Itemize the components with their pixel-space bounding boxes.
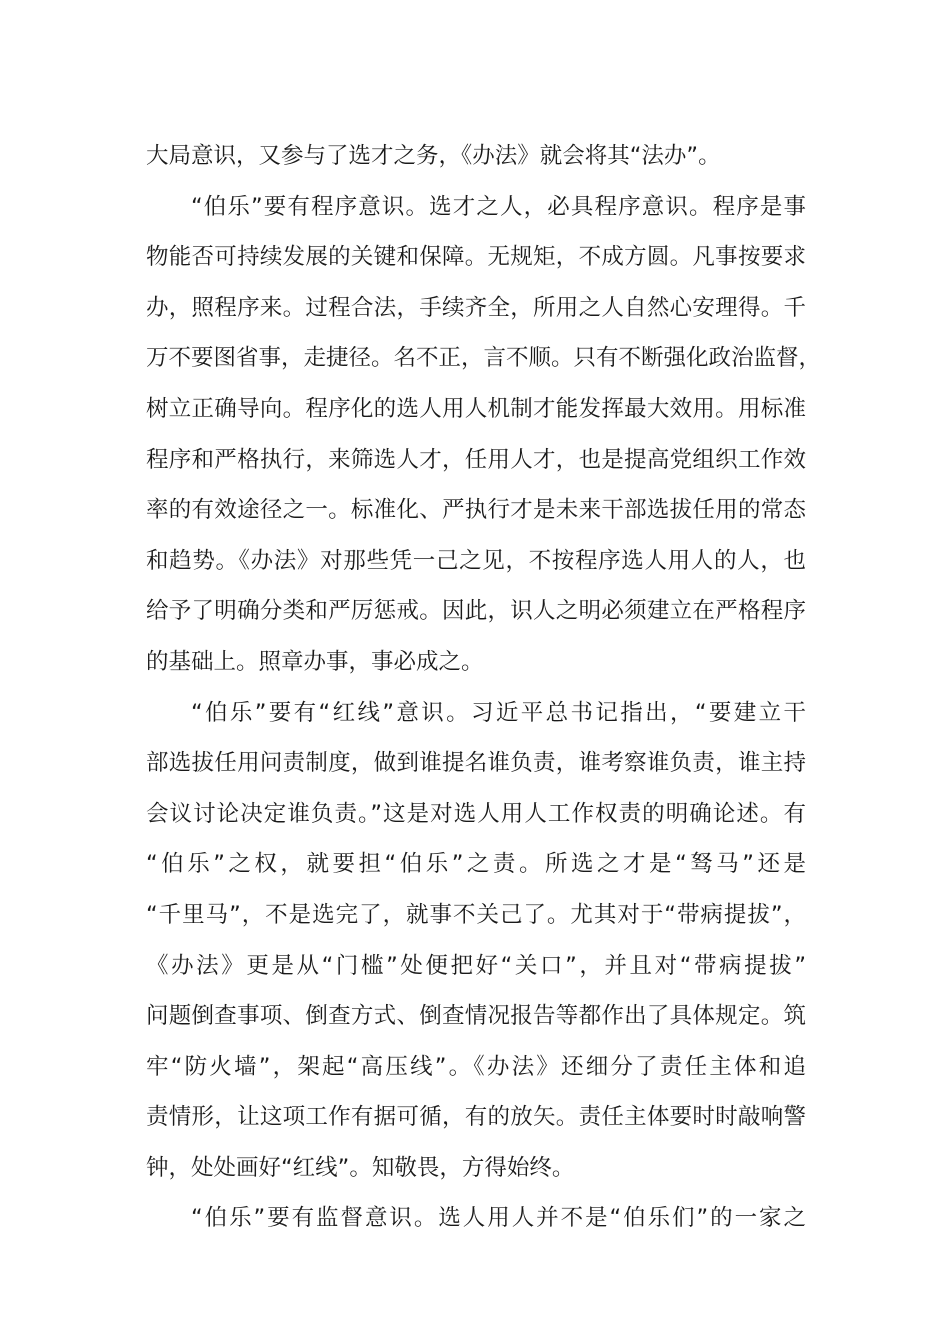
text-line: “伯乐”要有程序意识。选才之人，必具程序意识。程序是事 — [191, 193, 806, 220]
text-line: “伯乐”要有“红线”意识。习近平总书记指出，“要建立干 — [191, 699, 806, 726]
text-line: 问题倒查事项、倒查方式、倒查情况报告等都作出了具体规定。筑 — [146, 1003, 806, 1030]
text-line: 会议讨论决定谁负责。”这是对选人用人工作权责的明确论述。有 — [146, 800, 806, 827]
text-line: 树立正确导向。程序化的选人用人机制才能发挥最大效用。用标准 — [146, 395, 806, 422]
text-line: “伯乐”之权，就要担“伯乐”之责。所选之才是“驽马”还是 — [146, 851, 806, 878]
text-line: 和趋势。《办法》对那些凭一己之见，不按程序选人用人的人，也 — [146, 547, 806, 574]
text-line: 牢“防火墙”，架起“高压线”。《办法》还细分了责任主体和追 — [146, 1053, 806, 1080]
text-line: 责情形，让这项工作有据可循，有的放矢。责任主体要时时敲响警 — [146, 1104, 806, 1131]
text-line: 物能否可持续发展的关键和保障。无规矩，不成方圆。凡事按要求 — [146, 244, 806, 271]
text-line: 万不要图省事，走捷径。名不正，言不顺。只有不断强化政治监督， — [146, 345, 822, 372]
text-line: 钟，处处画好“红线”。知敬畏，方得始终。 — [146, 1154, 575, 1181]
text-line: 的基础上。照章办事，事必成之。 — [146, 648, 484, 675]
text-line: 程序和严格执行，来筛选人才，任用人才，也是提高党组织工作效 — [146, 446, 806, 473]
text-line: “伯乐”要有监督意识。选人用人并不是“伯乐们”的一家之 — [191, 1205, 806, 1232]
text-line: 《办法》更是从“门槛”处便把好“关口”，并且对“带病提拔” — [146, 952, 806, 979]
text-line: “千里马”，不是选完了，就事不关己了。尤其对于“带病提拔”， — [146, 901, 806, 928]
text-line: 办，照程序来。过程合法，手续齐全，所用之人自然心安理得。千 — [146, 294, 806, 321]
body-text — [146, 131, 822, 1244]
text-line: 部选拔任用问责制度，做到谁提名谁负责，谁考察谁负责，谁主持 — [146, 750, 806, 777]
text-line: 大局意识，又参与了选才之务，《办法》就会将其“法办”。 — [146, 143, 721, 169]
text-line: 给予了明确分类和严厉惩戒。因此，识人之明必须建立在严格程序 — [146, 598, 806, 625]
text-line: 率的有效途径之一。标准化、严执行才是未来干部选拔任用的常态 — [146, 497, 806, 524]
